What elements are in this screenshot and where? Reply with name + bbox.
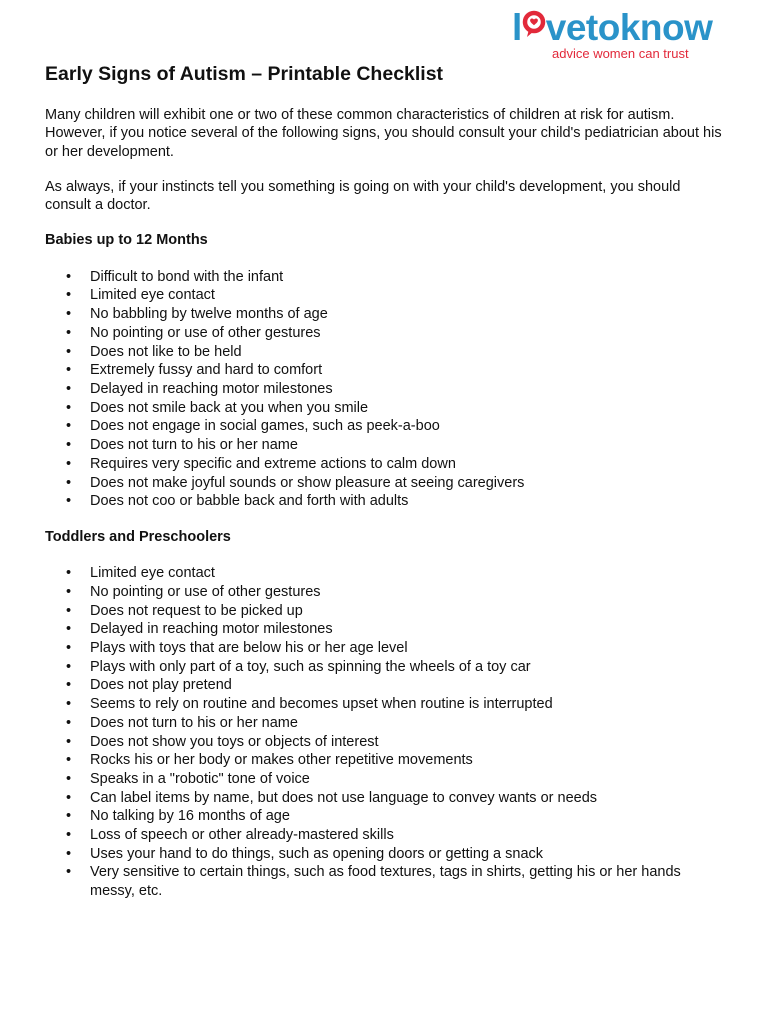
document-body xyxy=(45,60,725,901)
list-item: • No pointing or use of other gestures xyxy=(66,324,321,341)
bullet: • xyxy=(66,602,72,619)
bullet: • xyxy=(66,789,72,806)
list-item: • Plays with only part of a toy, such as spinning the wheels of a toy car xyxy=(66,658,531,675)
bullet: • xyxy=(66,827,72,844)
list-item: • Speaks in a "robotic" tone of voice xyxy=(66,770,310,787)
list-item: • Delayed in reaching motor milestones xyxy=(66,381,333,397)
list-item: • Extremely fussy and hard to comfort xyxy=(66,362,323,379)
bullet: • xyxy=(66,677,72,694)
bullet: • xyxy=(66,845,72,862)
list-item: • Does not smile back at you when you smile xyxy=(66,399,369,416)
bullet: • xyxy=(66,808,72,825)
list-item: • Does not turn to his or her name xyxy=(66,714,298,731)
list-item: • No talking by 16 months of age xyxy=(66,808,290,825)
bullet: • xyxy=(66,770,72,787)
list-item: • Does not play pretend xyxy=(66,677,232,694)
list-item: • No babbling by twelve months of age xyxy=(66,306,328,323)
checklist-babies xyxy=(45,268,725,511)
list-item: • Loss of speech or other already-mastered skills xyxy=(66,827,394,844)
bullet: • xyxy=(66,714,72,731)
list-item: • Does not show you toys or objects of interest xyxy=(66,733,379,750)
bullet: • xyxy=(66,640,72,657)
bullet: • xyxy=(66,733,72,750)
list-item: • Delayed in reaching motor milestones xyxy=(66,621,333,638)
bullet: • xyxy=(66,418,72,435)
logo-letter-l: l xyxy=(512,7,522,48)
list-item: • Requires very specific and extreme actions to calm down xyxy=(66,455,456,472)
bullet: • xyxy=(66,474,72,491)
list-item: • Very sensitive to certain things, such as food textures, tags in shirts, getting his or her hands messy, etc. xyxy=(66,864,681,900)
bullet: • xyxy=(66,752,72,769)
list-item: • Difficult to bond with the infant xyxy=(66,268,284,285)
bullet: • xyxy=(66,565,72,582)
intro-paragraph: Many children will exhibit one or two of these common characteristics of children at risk for autism. However, if you notice several of the following signs, you should consult your child's pediatrician about his or her development. xyxy=(45,107,722,160)
lovetoknow-logo[interactable] xyxy=(512,8,732,60)
section-heading-babies: Babies up to 12 Months xyxy=(45,232,208,249)
bullet: • xyxy=(66,583,72,600)
list-item: • Limited eye contact xyxy=(66,287,215,304)
bullet: • xyxy=(66,864,72,881)
bullet: • xyxy=(66,621,72,638)
bullet: • xyxy=(66,455,72,472)
list-item: • Uses your hand to do things, such as opening doors or getting a snack xyxy=(66,845,544,862)
list-item: • Does not engage in social games, such as peek-a-boo xyxy=(66,418,440,435)
bullet: • xyxy=(66,324,72,341)
page-title: Early Signs of Autism – Printable Checklist xyxy=(45,63,444,85)
bullet: • xyxy=(66,437,72,454)
list-item: • Rocks his or her body or makes other repetitive movements xyxy=(66,752,473,769)
logo-wordmark xyxy=(512,8,712,48)
heart-pin-icon xyxy=(522,10,546,40)
bullet: • xyxy=(66,696,72,713)
list-item: • No pointing or use of other gestures xyxy=(66,583,321,600)
list-item: • Limited eye contact xyxy=(66,565,215,582)
list-item: • Seems to rely on routine and becomes upset when routine is interrupted xyxy=(66,696,553,713)
logo-letters-rest: vetoknow xyxy=(545,7,713,48)
list-item: • Does not turn to his or her name xyxy=(66,437,298,454)
list-item: • Does not like to be held xyxy=(66,343,242,360)
logo-tagline: advice women can trust xyxy=(552,46,689,61)
checklist-toddlers xyxy=(45,564,725,901)
list-item: • Does not make joyful sounds or show pleasure at seeing caregivers xyxy=(66,474,525,491)
bullet: • xyxy=(66,399,72,416)
list-item: • Plays with toys that are below his or her age level xyxy=(66,640,408,657)
intro-paragraph: As always, if your instincts tell you something is going on with your child's development, you should consult a doctor. xyxy=(45,178,681,214)
bullet: • xyxy=(66,306,72,323)
section-heading-toddlers: Toddlers and Preschoolers xyxy=(45,528,231,545)
list-item: • Can label items by name, but does not use language to convey wants or needs xyxy=(66,789,598,806)
bullet: • xyxy=(66,268,72,285)
bullet: • xyxy=(66,381,72,397)
bullet: • xyxy=(66,493,72,510)
bullet: • xyxy=(66,362,72,379)
list-item: • Does not request to be picked up xyxy=(66,602,303,619)
list-item: • Does not coo or babble back and forth with adults xyxy=(66,493,409,510)
bullet: • xyxy=(66,343,72,360)
bullet: • xyxy=(66,287,72,304)
bullet: • xyxy=(66,658,72,675)
